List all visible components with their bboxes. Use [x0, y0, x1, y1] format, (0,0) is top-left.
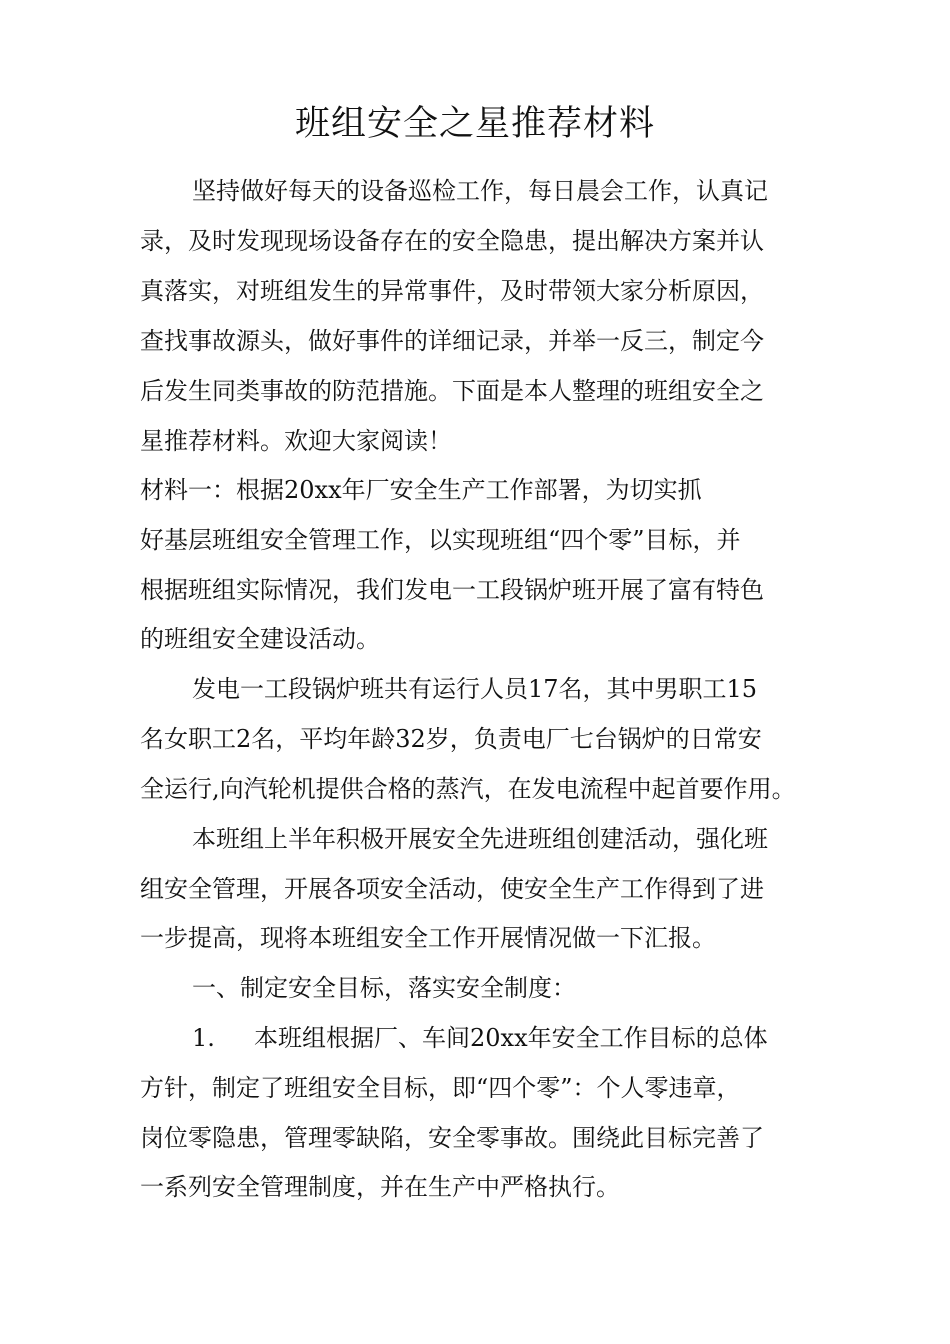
text-line-19: 方针，制定了班组安全目标，即“四个零”：个人零违章，: [140, 1074, 741, 1102]
section-heading: 一、制定安全目标，落实安全制度：: [192, 974, 576, 1002]
text-line-4: 查找事故源头，做好事件的详细记录，并举一反三，制定今: [140, 327, 764, 355]
text-line-14: 本班组上半年积极开展安全先进班组创建活动，强化班: [192, 825, 768, 853]
text-line-21: 一系列安全管理制度，并在生产中严格执行。: [140, 1173, 620, 1201]
text-line-7: 材料一：根据20xx年厂安全生产工作部署，为切实抓: [140, 476, 702, 504]
text-line-13: 全运行,向汽轮机提供合格的蒸汽，在发电流程中起首要作用。: [140, 775, 796, 803]
text-line-6: 星推荐材料。欢迎大家阅读！: [140, 427, 452, 455]
document-title: 班组安全之星推荐材料: [294, 104, 655, 144]
text-line-16: 一步提高，现将本班组安全工作开展情况做一下汇报。: [140, 924, 716, 952]
list-item-1: [192, 1021, 768, 1055]
text-line-8: 好基层班组安全管理工作，以实现班组“四个零”目标，并: [140, 526, 741, 554]
text-line-15: 组安全管理，开展各项安全活动，使安全生产工作得到了进: [140, 875, 764, 903]
text-line-11: 发电一工段锅炉班共有运行人员17名，其中男职工15: [192, 675, 758, 703]
text-line-20: 岗位零隐患，管理零缺陷，安全零事故。围绕此目标完善了: [140, 1124, 764, 1152]
text-line-3: 真落实，对班组发生的异常事件，及时带领大家分析原因，: [140, 277, 764, 305]
text-line-12: 名女职工2名，平均年龄32岁，负责电厂七台锅炉的日常安: [140, 725, 762, 753]
text-line-5: 后发生同类事故的防范措施。下面是本人整理的班组安全之: [140, 377, 764, 405]
text-line-1: 坚持做好每天的设备巡检工作，每日晨会工作，认真记: [192, 177, 768, 205]
text-line-10: 的班组安全建设活动。: [140, 625, 380, 653]
text-line-2: 录，及时发现现场设备存在的安全隐患，提出解决方案并认: [140, 227, 764, 255]
list-number: 1.: [192, 1024, 215, 1052]
list-item-text: 本班组根据厂、车间20xx年安全工作目标的总体: [254, 1024, 768, 1052]
text-line-9: 根据班组实际情况，我们发电一工段锅炉班开展了富有特色: [140, 576, 764, 604]
